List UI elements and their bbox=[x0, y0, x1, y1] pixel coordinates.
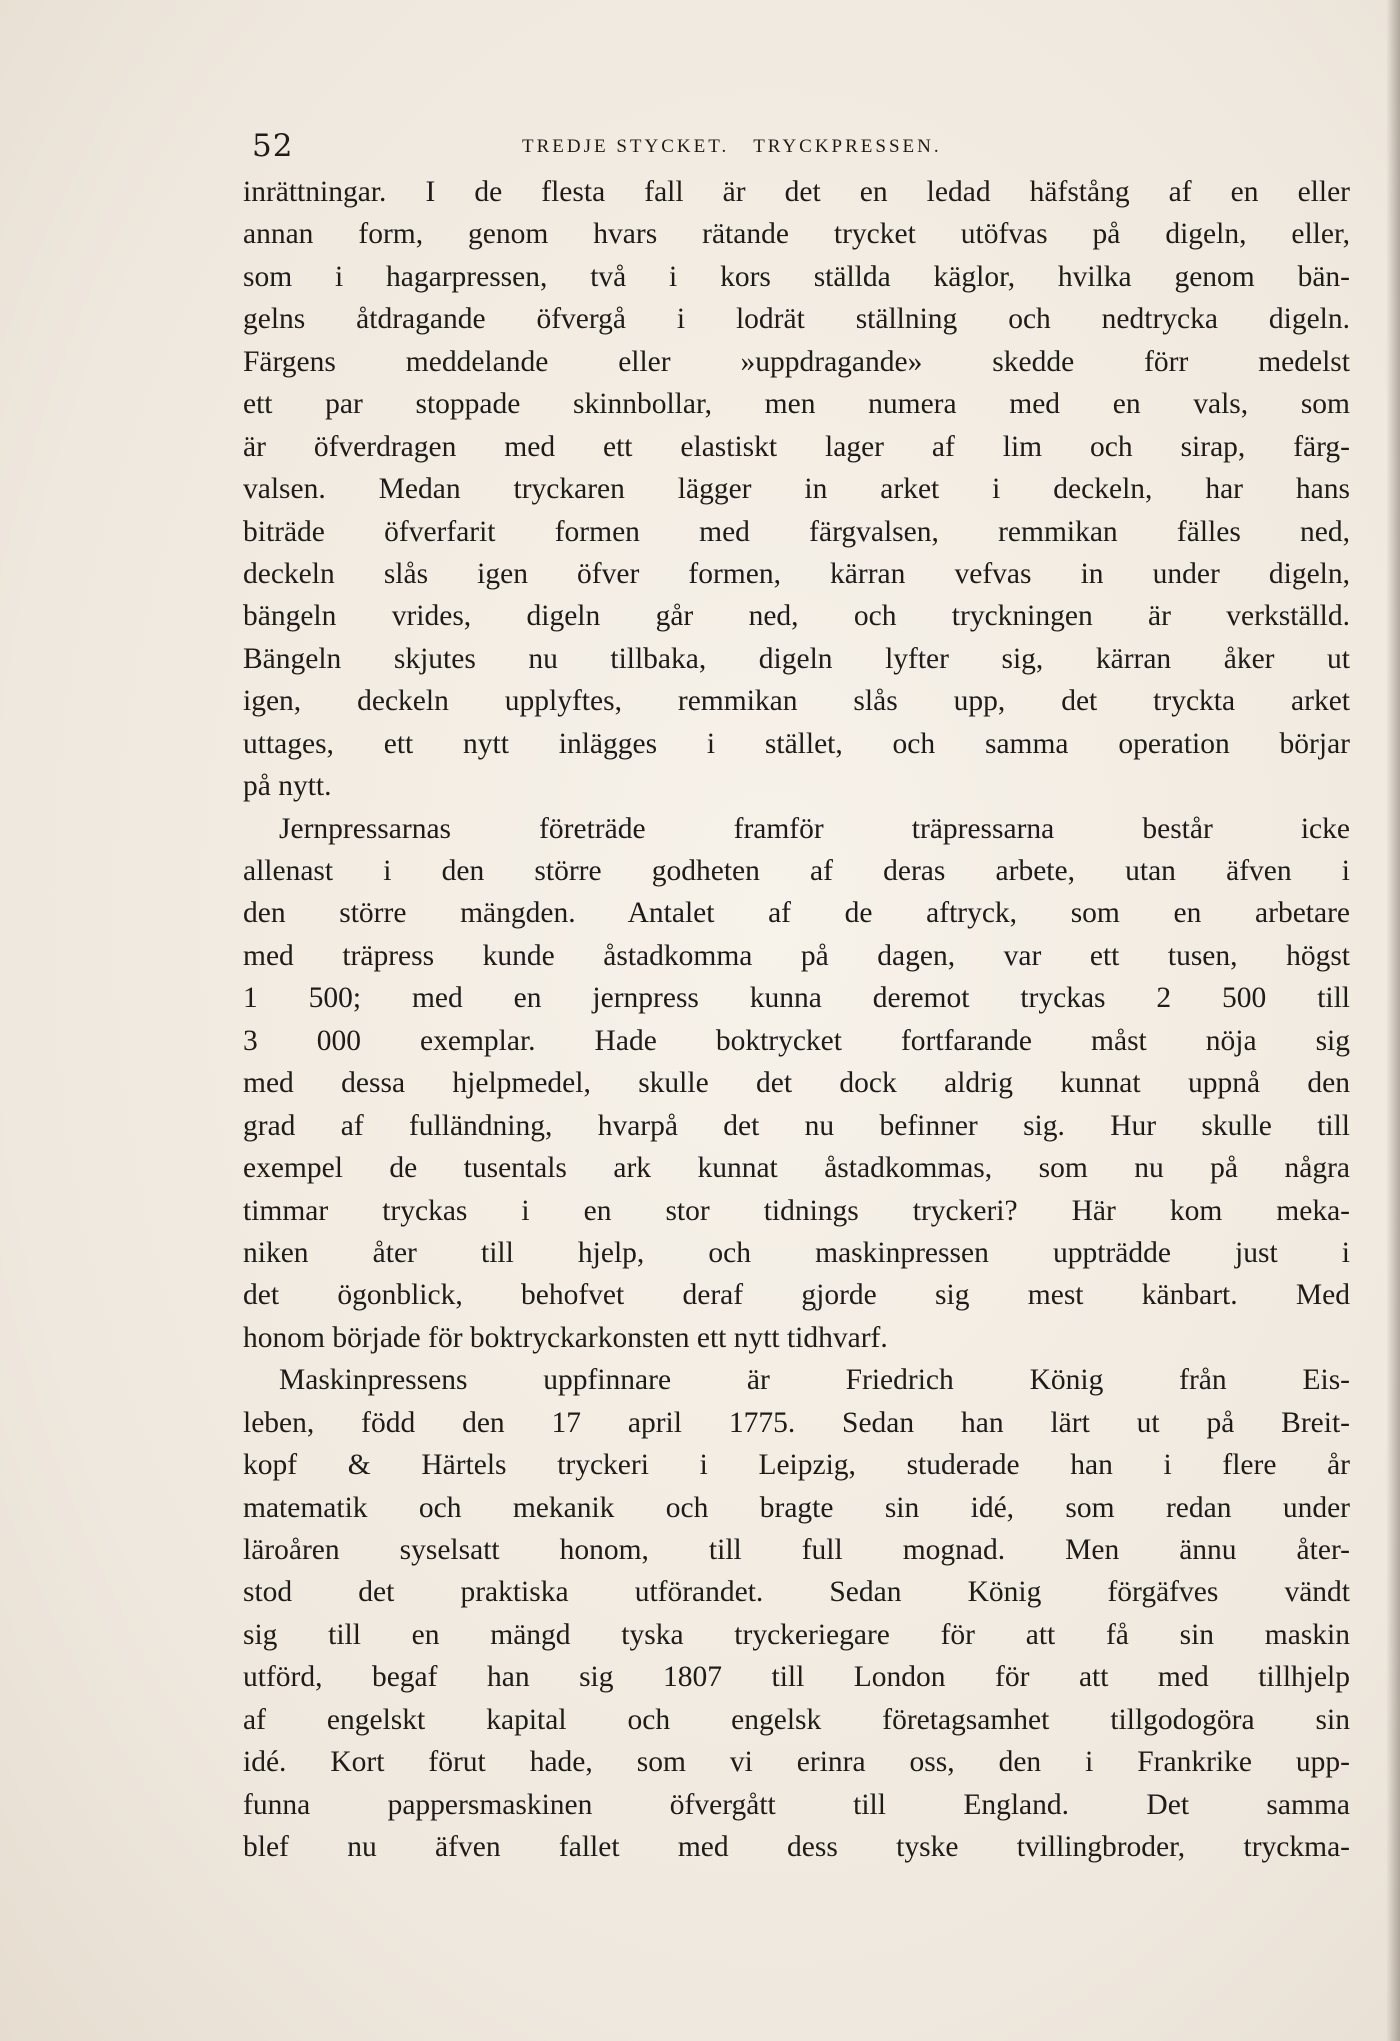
text-line: på nytt. bbox=[243, 770, 332, 803]
text-line: läroåren syselsatt honom, till full mognad. Men ännu åter- bbox=[243, 1534, 1350, 1566]
page-edge-shadow bbox=[1386, 0, 1400, 2041]
text-line: deckeln slås igen öfver formen, kärran vefvas in under digeln, bbox=[243, 557, 1350, 590]
text-line: är öfverdragen med ett elastiskt lager af lim och sirap, färg- bbox=[243, 430, 1350, 463]
text-line: funna pappersmaskinen öfvergått till England. Det samma bbox=[243, 1788, 1350, 1821]
text-line: uttages, ett nytt inlägges i stället, och samma operation börjar bbox=[243, 727, 1350, 760]
page-header bbox=[252, 128, 1352, 168]
text-line: 3 000 exemplar. Hade boktrycket fortfarande måst nöja sig bbox=[243, 1024, 1350, 1057]
text-line: Maskinpressens uppfinnare är Friedrich König från Eis- bbox=[279, 1364, 1350, 1397]
text-line: ett par stoppade skinnbollar, men numera med en vals, som bbox=[243, 388, 1350, 421]
text-line: som i hagarpressen, två i kors ställda käglor, hvilka genom bän- bbox=[243, 260, 1350, 293]
text-line: grad af fulländning, hvarpå det nu befinner sig. Hur skulle till bbox=[243, 1109, 1350, 1142]
text-line: annan form, genom hvars rätande trycket utöfvas på digeln, eller, bbox=[243, 218, 1350, 251]
text-line: stod det praktiska utförandet. Sedan König förgäfves vändt bbox=[243, 1576, 1350, 1609]
text-line: Bängeln skjutes nu tillbaka, digeln lyfter sig, kärran åker ut bbox=[243, 642, 1350, 675]
text-line: af engelskt kapital och engelsk företagsamhet tillgodogöra sin bbox=[243, 1703, 1350, 1736]
text-line: inrättningar. I de flesta fall är det en ledad häfstång af en eller bbox=[243, 176, 1350, 208]
running-head-chapter: TREDJE STYCKET. bbox=[522, 136, 730, 157]
text-line: leben, född den 17 april 1775. Sedan han lärt ut på Breit- bbox=[243, 1406, 1350, 1439]
text-line: med dessa hjelpmedel, skulle det dock aldrig kunnat uppnå den bbox=[243, 1067, 1350, 1100]
text-line: igen, deckeln upplyftes, remmikan slås upp, det tryckta arket bbox=[243, 685, 1350, 718]
text-line: matematik och mekanik och bragte sin idé, som redan under bbox=[243, 1491, 1350, 1524]
text-line: timmar tryckas i en stor tidnings tryckeri? Här kom meka- bbox=[243, 1194, 1350, 1227]
text-line: den större mängden. Antalet af de aftryck, som en arbetare bbox=[243, 897, 1350, 930]
text-line: bängeln vrides, digeln går ned, och tryckningen är verkställd. bbox=[243, 600, 1350, 633]
running-head bbox=[522, 136, 942, 158]
text-line: utförd, begaf han sig 1807 till London för att med tillhjelp bbox=[243, 1661, 1350, 1694]
text-line: 1 500; med en jernpress kunna deremot tryckas 2 500 till bbox=[243, 982, 1350, 1015]
text-line: biträde öfverfarit formen med färgvalsen, remmikan fälles ned, bbox=[243, 515, 1350, 548]
text-line: med träpress kunde åstadkomma på dagen, var ett tusen, högst bbox=[243, 939, 1350, 972]
text-line: exempel de tusentals ark kunnat åstadkommas, som nu på några bbox=[243, 1152, 1350, 1185]
page-number: 52 bbox=[252, 128, 294, 164]
text-line: valsen. Medan tryckaren lägger in arket i deckeln, har hans bbox=[243, 473, 1350, 506]
text-line: Jernpressarnas företräde framför träpressarna består icke bbox=[279, 812, 1350, 845]
text-line: blef nu äfven fallet med dess tyske tvillingbroder, tryckma- bbox=[243, 1831, 1350, 1864]
text-line: sig till en mängd tyska tryckeriegare för att få sin maskin bbox=[243, 1618, 1350, 1651]
text-line: kopf & Härtels tryckeri i Leipzig, studerade han i flere år bbox=[243, 1449, 1350, 1482]
text-line: allenast i den större godheten af deras arbete, utan äfven i bbox=[243, 855, 1350, 887]
text-line: niken åter till hjelp, och maskinpressen uppträdde just i bbox=[243, 1236, 1350, 1269]
running-head-title: TRYCKPRESSEN. bbox=[753, 136, 942, 157]
text-line: gelns åtdragande öfvergå i lodrät ställning och nedtrycka digeln. bbox=[243, 303, 1350, 336]
text-line: Färgens meddelande eller »uppdragande» skedde förr medelst bbox=[243, 345, 1350, 378]
text-line: det ögonblick, behofvet deraf gjorde sig mest känbart. Med bbox=[243, 1279, 1350, 1312]
text-line: idé. Kort förut hade, som vi erinra oss, den i Frankrike upp- bbox=[243, 1746, 1350, 1779]
body-text bbox=[243, 171, 1350, 1869]
text-line: honom började för boktryckarkonsten ett nytt tidhvarf. bbox=[243, 1321, 888, 1354]
